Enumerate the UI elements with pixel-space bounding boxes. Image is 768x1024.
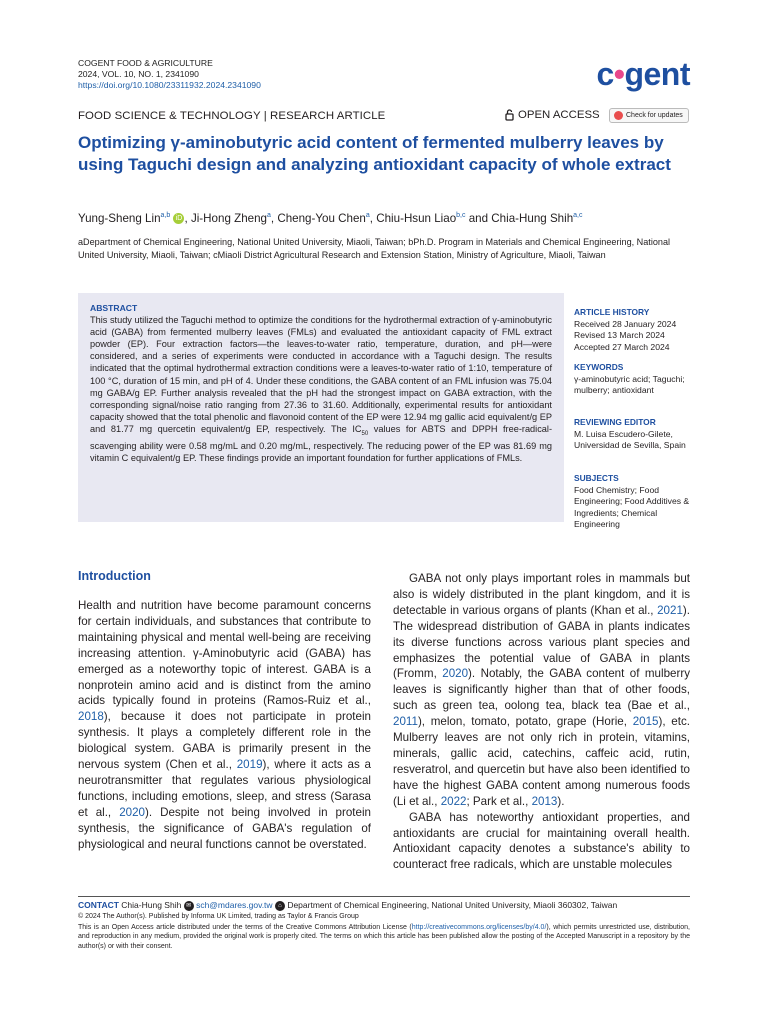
- abstract-heading: ABSTRACT: [90, 303, 138, 313]
- email-link[interactable]: sch@mdares.gov.tw: [196, 900, 273, 910]
- author-name: Chia-Hung Shih: [491, 211, 574, 225]
- doi-link[interactable]: https://doi.org/10.1080/23311932.2024.2341090: [78, 80, 261, 91]
- paragraph: Health and nutrition have become paramount concerns for certain individuals, and substances that contribute to maintaining physical and mental well-being are receiving increasing attention. γ-Aminobutyric acid (GABA) has emerged as a noteworthy topic of interest. GABA is a nonprotein amino acid and is distinct from the amino acids typically found in proteins (Ramos-Ruiz et al., 2018), because it does not participate in protein synthesis. It plays a completely different role in the biological system. GABA is primarily present in the nervous system (Chen et al., 2019), where it acts as a neurotransmitter that regulates various physiological functions, including emotions, sleep, and stress (Sarasa et al., 2020). Despite not being involved in protein synthesis, the significance of GABA's regulation of physiological and neural functions cannot be overstated.: [78, 599, 372, 851]
- body-column-left: [78, 598, 371, 853]
- citation-link[interactable]: 2020: [442, 667, 469, 681]
- article-category: FOOD SCIENCE & TECHNOLOGY | RESEARCH ARTICLE: [78, 110, 386, 122]
- author-name: Yung-Sheng Lin: [78, 211, 161, 225]
- citation-link[interactable]: 2020: [119, 805, 145, 819]
- author-list: Yung-Sheng Lin$^{a,b}$ iD , Ji-Hong Zheng$^a$, Cheng-You Chen$^a$, Chiu-Hsun Liao$^{b,c}$ and Chia-Hung Shih$^{a,c}$: [78, 211, 583, 225]
- citation-link[interactable]: 2019: [236, 758, 263, 772]
- footer: [78, 896, 690, 951]
- journal-header: [78, 58, 261, 92]
- orcid-icon[interactable]: iD: [173, 213, 184, 224]
- citation-link[interactable]: 2018: [78, 710, 104, 724]
- contact-line: CONTACT Chia-Hung Shih ✉ sch@mdares.gov.tw ⌂ Department of Chemical Engineering, National United University, Miaoli 360302, Taiwan: [78, 900, 618, 910]
- citation-link[interactable]: 2022: [440, 794, 467, 808]
- citation-link[interactable]: 2021: [657, 603, 683, 617]
- copyright: © 2024 The Author(s). Published by Informa UK Limited, trading as Taylor & Francis Group: [78, 913, 359, 920]
- keywords: KEYWORDS γ-aminobutyric acid; Taguchi; mulberry; antioxidant: [574, 362, 685, 396]
- citation-link[interactable]: 2011: [393, 715, 418, 729]
- author-name: Ji-Hong Zheng: [190, 211, 267, 225]
- license-text: This is an Open Access article distributed under the terms of the Creative Commons Attribution License (http://creativecommons.org/licenses/by/4.0/), which permits unrestricted use, distribution, and reproduction in any medium, provided the original work is properly cited. The terms on which this article has been published allow the posting of the Accepted Manuscript in a repository by the author(s) or with their consent.: [78, 923, 690, 950]
- cogent-logo: c•gent: [596, 56, 690, 92]
- updates-icon: [614, 111, 623, 120]
- journal-name: COGENT FOOD & AGRICULTURE: [78, 58, 213, 68]
- subjects: SUBJECTS Food Chemistry; Food Engineering; Food Additives & Ingredients; Chemical Engineering: [574, 473, 690, 529]
- journal-volume: 2024, VOL. 10, NO. 1, 2341090: [78, 69, 199, 80]
- article-history: ARTICLE HISTORY Received 28 January 2024 Revised 13 March 2024 Accepted 27 March 2024: [574, 307, 677, 352]
- citation-link[interactable]: 2013: [531, 794, 558, 808]
- body-column-right: [393, 571, 690, 873]
- article-title: Optimizing γ-aminobutyric acid content of fermented mulberry leaves by using Taguchi design and analyzing antioxidant capacity of whole extract: [78, 133, 671, 174]
- check-for-updates-button[interactable]: Check for updates: [609, 108, 689, 123]
- license-link[interactable]: http://creativecommons.org/licenses/by/4.0/: [411, 923, 547, 931]
- author-name: Chiu-Hsun Liao: [376, 211, 457, 225]
- author-name: Cheng-You Chen: [277, 211, 366, 225]
- affiliations: aDepartment of Chemical Engineering, National United University, Miaoli, Taiwan; bPh.D. Program in Materials and Chemical Engineering, National United University, Miaoli, Taiwan; cMiaoli District Agricultural Research and Extension Station, Ministry of Agriculture, Miaoli, Taiwan: [78, 237, 671, 260]
- abstract: ABSTRACT This study utilized the Taguchi method to optimize the conditions for the hydrothermal extraction of γ-aminobutyric acid (GABA) from fermented mulberry leaves (FMLs) and evaluated the antioxidant capacity of FML extract powder (EP). Four extraction factors—the leaves-to-water ratio, temperature, duration, and pH—were considered, and a series of experiments were conducted in accordance with a Taguchi design. The results indicated that the optimal hydrothermal extraction conditions were a leaves-to-water ratio of 1:10, temperature of 100 °C, duration of 15 min, and pH of 4. Under these conditions, the GABA content of an FML infusion was 75.04 mg GABA/g EP. Further analysis revealed that the pH had the strongest impact on GABA extraction, with the corresponding signal/noise ratio ranging from 27.36 to 31.60. Additionally, experimental results for antioxidant capacity showed that the total phenolic and flavonoid content of the EP were 12.94 mg gallic acid equivalent/g EP and 81.77 mg quercetin equivalent/g EP, respectively. The $IC_{50}$ values for ABTS and DPPH free-radical-scavenging ability were 0.58 mg/mL and 0.20 mg/mL, respectively. The reducing power of the EP was 81.69 mg vitamin C equivalent/g EP. These findings provide an important foundation for further applications of FMLs.: [90, 303, 553, 463]
- paragraph: GABA has noteworthy antioxidant properties, and antioxidants are crucial for maintaining overall health. Antioxidant capacity denotes a substance's ability to counteract free radicals, which are unstable molecules: [393, 810, 690, 872]
- citation-link[interactable]: 2015: [632, 715, 659, 729]
- paragraph: GABA not only plays important roles in mammals but also is widely distributed in the plant kingdom, and it is detectable in various organs of plants (Khan et al., 2021). The widespread distribution of GABA in plants indicates its diverse functions across various plant species and emphasizes the potential value of GABA in plants (Fromm, 2020). Notably, the GABA content of mulberry leaves is significantly higher than that of other foods, such as green tea, oolong tea, black tea (Bae et al., 2011), melon, tomato, potato, grape (Horie, 2015), etc. Mulberry leaves are not only rich in protein, vitamins, minerals, gallic acid, catechins, caffeic acid, rutin, resveratrol, and quercetin but have also been identified to have the highest GABA content among numerous foods (Li et al., 2022; Park et al., 2013).: [393, 572, 690, 808]
- open-lock-icon: [505, 109, 514, 121]
- open-access-badge: OPEN ACCESS: [505, 109, 600, 121]
- reviewing-editor: REVIEWING EDITOR M. Luisa Escudero-Gilete, Universidad de Sevilla, Spain: [574, 417, 686, 451]
- address-icon: ⌂: [275, 901, 285, 911]
- section-heading-introduction: Introduction: [78, 569, 151, 583]
- email-icon: ✉: [184, 901, 194, 911]
